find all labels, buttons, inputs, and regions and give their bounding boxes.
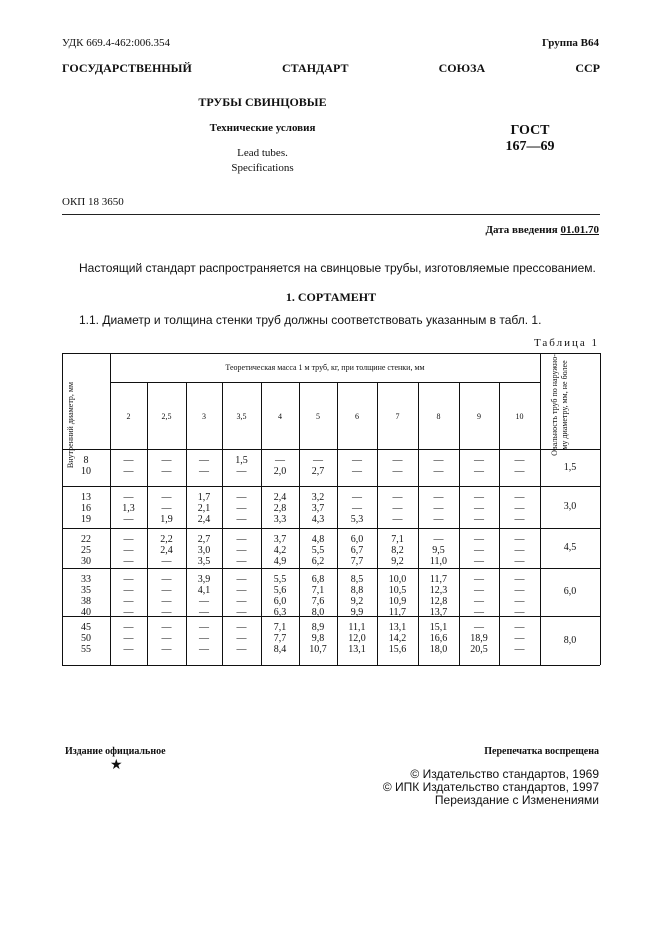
mass-cell: — — — (514, 622, 525, 655)
ovality-cell: 1,5 (563, 462, 577, 473)
diameter-cell: 13 16 19 (81, 492, 91, 525)
mass-cell: — 18,9 20,5 (470, 622, 488, 655)
diameter-column-header: Внутренний диаметр, мм (66, 381, 75, 469)
thickness-header: 3 (202, 412, 206, 421)
mass-cell: — — — (433, 492, 444, 525)
udk-code: УДК 669.4-462:006.354 (62, 37, 170, 49)
copyright-1997: © ИПК Издательство стандартов, 1997 (382, 780, 599, 794)
mass-cell: — — — (123, 534, 134, 567)
thickness-header: 2,5 (161, 412, 172, 421)
mass-cell: — — — (236, 492, 247, 525)
thickness-header: 9 (477, 412, 481, 421)
mass-cell: — — — (514, 492, 525, 525)
mass-cell: 8,9 9,8 10,7 (309, 622, 327, 655)
mass-cell: — — (392, 455, 403, 477)
gost-code: 167—69 (505, 139, 555, 154)
thickness-header: 7 (395, 412, 400, 421)
okp-code: ОКП 18 3650 (62, 196, 124, 208)
mass-cell: 11,1 12,0 13,1 (348, 622, 366, 655)
mass-cell: — — — — (123, 574, 134, 618)
mass-cell: 3,7 4,2 4,9 (273, 534, 287, 567)
thickness-header: 10 (515, 412, 524, 421)
star-icon: ★ (110, 758, 123, 773)
mass-cell: 2,2 2,4 — (160, 534, 173, 567)
mass-cell: — — 5,3 (350, 492, 364, 525)
mass-cell: — — — (236, 622, 247, 655)
gost-label: ГОСТ (510, 123, 550, 138)
mass-cell: 1,7 2,1 2,4 (197, 492, 211, 525)
reprint-notice: Перепечатка воспрещена (484, 746, 599, 757)
section-heading: 1. СОРТАМЕНТ (285, 290, 377, 304)
mass-cell: — — — (392, 492, 403, 525)
mass-cell: — — — — (236, 574, 247, 618)
group-code: Группа В64 (541, 37, 599, 49)
mass-cell: — — (474, 455, 484, 477)
diameter-cell: 33 35 38 40 (81, 574, 91, 618)
copyright-1969: © Издательство стандартов, 1969 (410, 767, 599, 781)
mass-cell: 2,4 2,8 3,3 (273, 492, 287, 525)
mass-cell: 3,9 4,1 — — (197, 574, 211, 618)
mass-cell: — — (433, 455, 444, 477)
table-group-rule (62, 486, 600, 487)
gost-number (500, 123, 560, 155)
thickness-header: 6 (355, 412, 359, 421)
mass-cell: — — (161, 455, 172, 477)
mass-cell: 1,5 — (235, 455, 248, 477)
thickness-header: 5 (316, 412, 320, 421)
reissue-note: Переиздание с Изменениями (434, 793, 599, 807)
document-subtitle: Технические условия (209, 122, 316, 134)
document-title: ТРУБЫ СВИНЦОВЫЕ (198, 95, 327, 109)
mass-column-header: Теоретическая масса 1 м труб, кг, при толщине стенки, мм (225, 363, 425, 372)
mass-cell: — — — (236, 534, 247, 567)
mass-cell: 7,1 7,7 8,4 (273, 622, 287, 655)
mass-cell: 11,7 12,3 12,8 13,7 (429, 574, 448, 618)
mass-cell: 8,5 8,8 9,2 9,9 (350, 574, 364, 618)
table-group-rule (62, 568, 600, 569)
mass-cell: — 1,3 — (122, 492, 135, 525)
mass-cell: — — — — (161, 574, 172, 618)
ovality-cell: 3,0 (563, 501, 577, 512)
mass-cell: — — — (514, 534, 525, 567)
thickness-header: 4 (278, 412, 282, 421)
diameter-cell: 8 10 (81, 455, 91, 477)
table-label: Таблица 1 (533, 337, 599, 349)
intro-date-label: Дата введения (485, 224, 558, 236)
mass-cell: 10,0 10,5 10,9 11,7 (388, 574, 407, 618)
thickness-header: 2 (126, 412, 131, 421)
mass-cell: — — (199, 455, 209, 477)
mass-cell: — — — — (514, 574, 525, 618)
intro-date (485, 224, 599, 236)
mass-cell: — 2,7 (311, 455, 325, 477)
ovality-column-header: Овальность труб по наружно-му диаметру, мм, не более (550, 354, 569, 456)
diameter-cell: 45 50 55 (81, 622, 91, 655)
mass-cell: — 9,5 11,0 (429, 534, 448, 567)
mass-cell: 15,1 16,6 18,0 (429, 622, 448, 655)
english-title-line1: Lead tubes. (237, 147, 288, 159)
mass-cell: 5,5 5,6 6,0 6,3 (273, 574, 287, 618)
intro-date-value: 01.01.70 (560, 224, 599, 236)
thickness-header: 3,5 (236, 412, 247, 421)
copyright-block (383, 768, 599, 807)
mass-cell: 6,8 7,1 7,6 8,0 (311, 574, 325, 618)
mass-cell: 3,2 3,7 4,3 (311, 492, 325, 525)
mass-cell: — — 1,9 (160, 492, 173, 525)
mass-cell: — — (352, 455, 362, 477)
state-standard-heading: ГОСУДАРСТВЕННЫЙ СТАНДАРТ СОЮЗА ССР (62, 61, 600, 75)
table-border-top (62, 353, 600, 354)
table-header-rule (110, 382, 540, 383)
table-group-rule (62, 528, 600, 529)
mass-cell: 7,1 8,2 9,2 (391, 534, 404, 567)
scope-paragraph: Настоящий стандарт распространяется на свинцовые трубы, изготовляемые прессованием. (79, 261, 596, 275)
table-header-rule (110, 449, 540, 450)
divider (62, 214, 600, 215)
mass-cell: — — — (123, 622, 134, 655)
mass-cell: 2,7 3,0 3,5 (197, 534, 211, 567)
mass-cell: 13,1 14,2 15,6 (388, 622, 407, 655)
mass-cell: — — (123, 455, 134, 477)
mass-cell: 6,0 6,7 7,7 (350, 534, 364, 567)
official-edition: Издание официальное (65, 746, 166, 757)
diameter-cell: 22 25 30 (81, 534, 91, 567)
ovality-cell: 4,5 (563, 542, 577, 553)
mass-cell: — — — (161, 622, 172, 655)
thickness-header: 8 (436, 412, 441, 421)
ovality-cell: 6,0 (563, 586, 577, 597)
table-border-bottom (62, 665, 600, 666)
mass-cell: — — (514, 455, 525, 477)
mass-cell: — — — (474, 534, 484, 567)
table-vertical-rule (600, 353, 601, 665)
mass-cell: — — — — (474, 574, 484, 618)
english-title (190, 146, 335, 176)
mass-cell: — — — (474, 492, 484, 525)
mass-cell: — — — (199, 622, 209, 655)
ovality-cell: 8,0 (563, 635, 577, 646)
mass-cell: 4,8 5,5 6,2 (311, 534, 325, 567)
english-title-line2: Specifications (231, 162, 294, 174)
mass-cell: — 2,0 (273, 455, 287, 477)
clause-paragraph: 1.1. Диаметр и толщина стенки труб должны соответствовать указанным в табл. 1. (79, 313, 542, 327)
